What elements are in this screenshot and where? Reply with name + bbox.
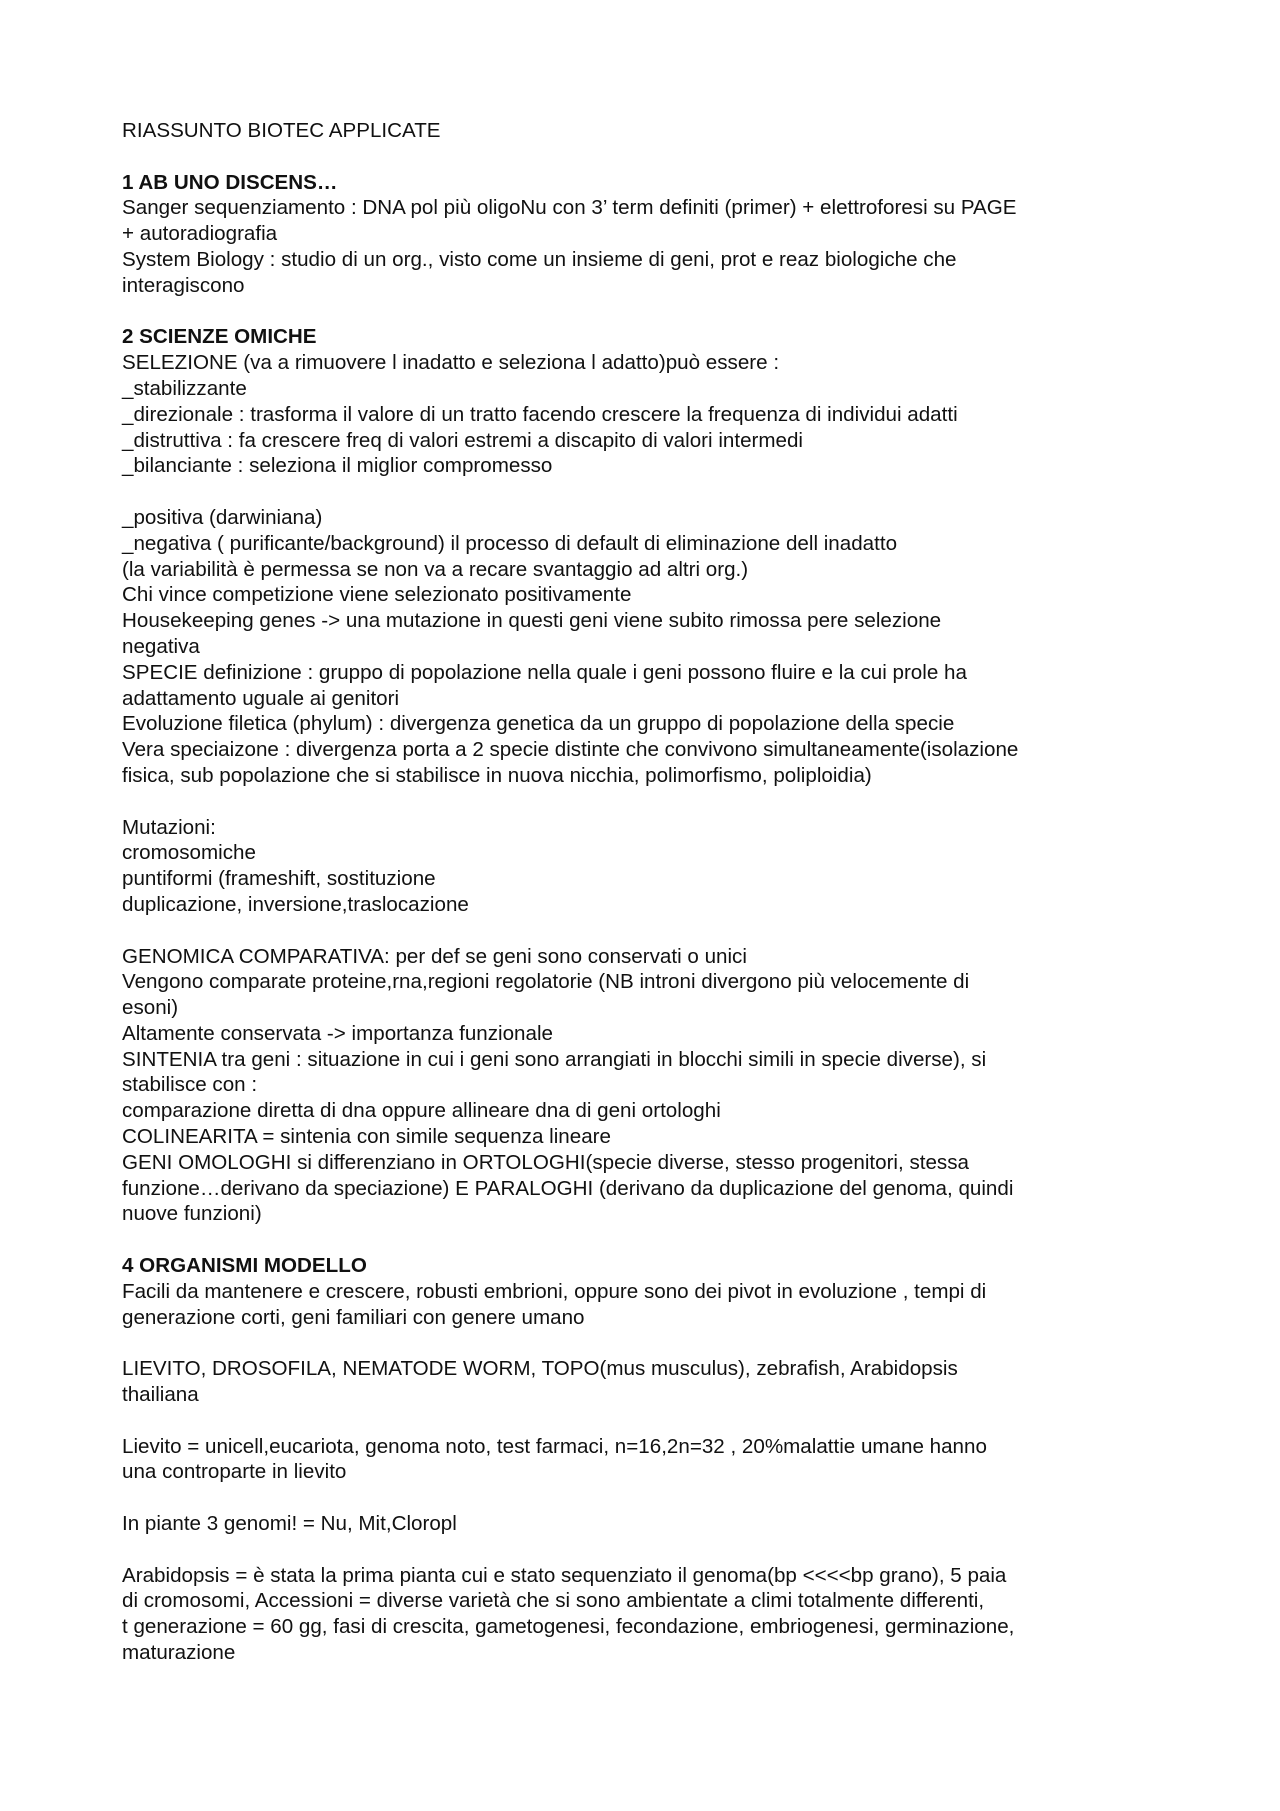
text-line: Evoluzione filetica (phylum) : divergenza genetica da un gruppo di popolazione della specie <box>122 712 955 736</box>
spacer <box>122 918 1182 944</box>
section-heading: 4 ORGANISMI MODELLO <box>122 1254 367 1278</box>
text-line: Facili da mantenere e crescere, robusti embrioni, oppure sono dei pivot in evoluzione , tempi di <box>122 1279 987 1303</box>
text-line: _distruttiva : fa crescere freq di valori estremi a discapito di valori intermedi <box>122 428 804 452</box>
text-line: In piante 3 genomi! = Nu, Mit,Cloropl <box>122 1512 457 1536</box>
text-line: adattamento uguale ai genitori <box>122 686 400 710</box>
spacer <box>122 479 1182 505</box>
text-line: generazione corti, geni familiari con genere umano <box>122 1305 585 1329</box>
text-line: duplicazione, inversione,traslocazione <box>122 892 469 916</box>
text-line: + autoradiografia <box>122 222 278 246</box>
text-line: _bilanciante : seleziona il miglior compromesso <box>122 454 553 478</box>
text-line: _positiva (darwiniana) <box>122 505 323 529</box>
text-line: puntiformi (frameshift, sostituzione <box>122 867 436 891</box>
text-line: COLINEARITA = sintenia con simile sequenza lineare <box>122 1125 611 1149</box>
spacer <box>122 789 1182 815</box>
text-line: Vengono comparate proteine,rna,regioni regolatorie (NB introni divergono più velocemente di <box>122 970 970 994</box>
text-line: _stabilizzante <box>122 376 247 400</box>
text-line: nuove funzioni) <box>122 1202 262 1226</box>
section-heading: 2 SCIENZE OMICHE <box>122 325 317 349</box>
spacer <box>122 144 1182 170</box>
text-line: t generazione = 60 gg, fasi di crescita, gametogenesi, fecondazione, embriogenesi, germinazione, <box>122 1615 1015 1639</box>
text-line: Housekeeping genes -> una mutazione in questi geni viene subito rimossa pere selezione <box>122 609 942 633</box>
text-line: SINTENIA tra geni : situazione in cui i geni sono arrangiati in blocchi simili in specie diverse), si <box>122 1047 987 1071</box>
document-title: RIASSUNTO BIOTEC APPLICATE <box>122 119 441 142</box>
text-line: _negativa ( purificante/background) il processo di default di eliminazione dell inadatto <box>122 531 898 555</box>
text-line: Altamente conservata -> importanza funzionale <box>122 1021 553 1045</box>
text-line: di cromosomi, Accessioni = diverse varietà che si sono ambientate a climi totalmente differenti, <box>122 1589 985 1613</box>
text-line: stabilisce con : <box>122 1073 258 1097</box>
text-line: Sanger sequenziamento : DNA pol più oligoNu con 3’ term definiti (primer) + elettroforesi su PAGE <box>122 196 1017 220</box>
spacer <box>122 299 1182 325</box>
text-line: Lievito = unicell,eucariota, genoma noto, test farmaci, n=16,2n=32 , 20%malattie umane hanno <box>122 1434 987 1458</box>
text-line: cromosomiche <box>122 841 256 865</box>
text-line: una controparte in lievito <box>122 1460 347 1484</box>
document-page <box>122 118 1182 1666</box>
text-line: LIEVITO, DROSOFILA, NEMATODE WORM, TOPO(mus musculus), zebrafish, Arabidopsis <box>122 1357 958 1381</box>
sections-container <box>122 170 1182 1666</box>
text-line: maturazione <box>122 1641 236 1665</box>
spacer <box>122 1330 1182 1356</box>
text-line: System Biology : studio di un org., visto come un insieme di geni, prot e reaz biologiche che <box>122 247 957 271</box>
text-line: _direzionale : trasforma il valore di un tratto facendo crescere la frequenza di individui adatti <box>122 402 958 426</box>
text-line: comparazione diretta di dna oppure allineare dna di geni ortologhi <box>122 1099 721 1123</box>
text-line: Vera speciaizone : divergenza porta a 2 specie distinte che convivono simultaneamente(isolazione <box>122 738 1019 762</box>
spacer <box>122 1485 1182 1511</box>
text-line: funzione…derivano da speciazione) E PARALOGHI (derivano da duplicazione del genoma, quindi <box>122 1176 1014 1200</box>
text-line: fisica, sub popolazione che si stabilisce in nuova nicchia, polimorfismo, poliploidia) <box>122 763 872 787</box>
text-line: SPECIE definizione : gruppo di popolazione nella quale i geni possono fluire e la cui prole ha <box>122 660 967 684</box>
spacer <box>122 1537 1182 1563</box>
text-line: thailiana <box>122 1383 199 1407</box>
text-line: Arabidopsis = è stata la prima pianta cui e stato sequenziato il genoma(bp <<<<bp grano), 5 paia <box>122 1563 1007 1587</box>
text-line: esoni) <box>122 996 179 1020</box>
text-line: interagiscono <box>122 273 245 297</box>
section-1 <box>122 170 1182 325</box>
text-line: Mutazioni: <box>122 815 216 839</box>
spacer <box>122 1408 1182 1434</box>
section-heading: 1 AB UNO DISCENS… <box>122 170 338 194</box>
text-line: GENOMICA COMPARATIVA: per def se geni sono conservati o unici <box>122 944 747 968</box>
section-2 <box>122 324 1182 1253</box>
text-line: Chi vince competizione viene selezionato positivamente <box>122 583 632 607</box>
text-line: SELEZIONE (va a rimuovere l inadatto e seleziona l adatto)può essere : <box>122 351 780 375</box>
spacer <box>122 1227 1182 1253</box>
text-line: GENI OMOLOGHI si differenziano in ORTOLOGHI(specie diverse, stesso progenitori, stessa <box>122 1150 969 1174</box>
text-line: negativa <box>122 634 200 658</box>
section-3 <box>122 1253 1182 1666</box>
text-line: (la variabilità è permessa se non va a recare svantaggio ad altri org.) <box>122 557 749 581</box>
